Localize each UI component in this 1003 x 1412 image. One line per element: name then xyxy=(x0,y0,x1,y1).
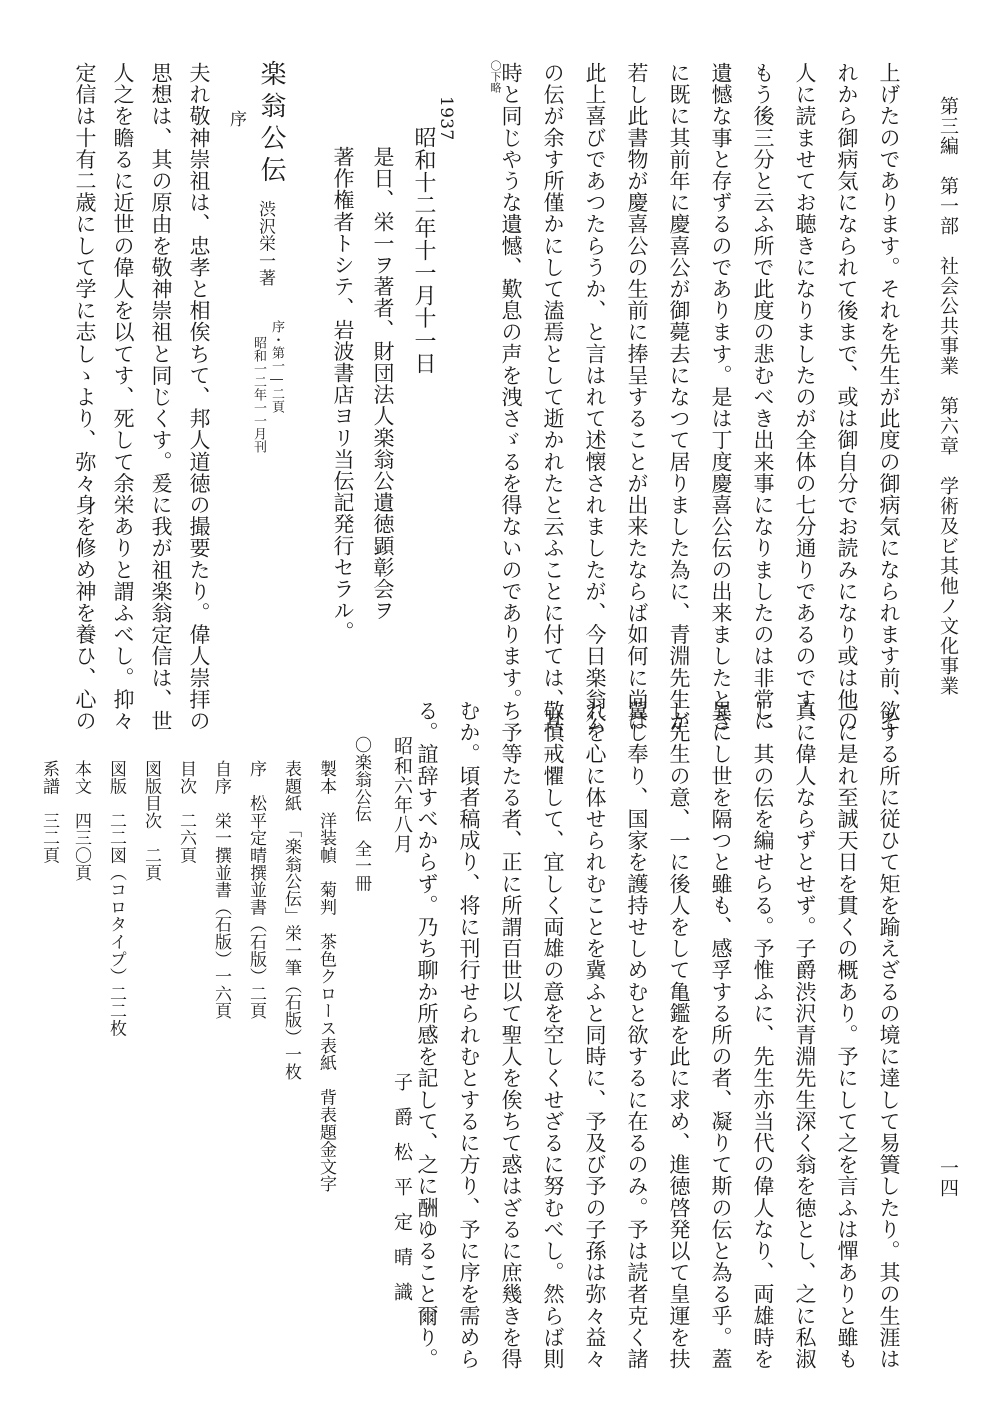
text-column: 敬慎戒懼して、宜しく両雄の意を空しくせざるに努むべし。然らば則 xyxy=(541,700,565,1370)
text-column: 人に読ませてお聴きになりましたのが全体の七分通りであるのです、 xyxy=(793,62,817,732)
text-column: もう後三分と云ふ所で此度の悲むべき出来事になりましたのは非常に xyxy=(751,62,775,732)
preface-column: 夫れ敬神崇祖は、忠孝と相俟ちて、邦人道徳の撮要たり。偉人崇拝の xyxy=(187,62,211,732)
entry-year: 1937 xyxy=(436,96,456,141)
bib-line: 自序 栄一撰並書（石版）一六頁 xyxy=(211,760,231,1020)
bib-line: 目次 二六頁 xyxy=(176,760,196,864)
page-number: 一四 xyxy=(937,1158,959,1198)
bib-line: 本文 四三〇頁 xyxy=(71,760,91,882)
bib-line: 図版 二二図（コロタイプ）二二枚 xyxy=(106,760,126,1037)
preface-date: 昭和六年八月 xyxy=(391,736,413,854)
bib-line: 製本 洋装幀 菊判 茶色クロース表紙 背表題金文字 xyxy=(316,760,336,1193)
entry-date: 昭和十二年十一月十一日 xyxy=(411,126,436,375)
text-column: むか。頃者稿成り、将に刊行せられむとするに方り、予に序を需めら xyxy=(457,700,481,1370)
bib-line: 系譜 三二頁 xyxy=(39,760,59,864)
entry-line: 是日、栄一ヲ著者、財団法人楽翁公遺徳顕彰会ヲ xyxy=(371,146,395,622)
preface-column: 定信は十有二歳にして学に志しゝより、弥々身を修め神を養ひ、心の xyxy=(73,62,97,732)
text-column: ち予等たる者、正に所謂百世以て聖人を俟ちて惑はざるに庶幾きを得 xyxy=(499,700,523,1370)
text-column: に既に其前年に慶喜公が御薨去になつて居りました為に、青淵先生が xyxy=(667,62,691,732)
text-column: 上げたのであります。それを先生が此度の御病気になられます前、そ xyxy=(877,62,901,732)
text-column: 若し此書物が慶喜公の生前に捧呈することが出来たならば如何に尚は xyxy=(625,62,649,732)
bib-heading: 〇楽翁公伝 全一冊 xyxy=(351,736,371,892)
running-head: 第三編 第一部 社会公共事業 第六章 学術及ビ其他ノ文化事業 xyxy=(937,96,959,696)
text-column: る。誼辞すべからず。乃ち聊か所感を記して、之に酬ゆること爾り。 xyxy=(415,700,439,1370)
bib-line: 序 松平定晴撰並書（石版）二頁 xyxy=(246,760,266,1020)
book-pages: 序・第一―二頁 xyxy=(269,320,284,413)
preface-column: 人之を瞻るに近世の偉人を以てす、死して余栄ありと謂ふべし。抑々 xyxy=(111,62,135,732)
text-column: 時と同じやうな遺憾、歎息の声を洩さゞるを得ないのであります。 xyxy=(499,62,523,710)
preface-signature: 子爵松平定晴識 xyxy=(391,1072,413,1317)
text-column: 欲する所に従ひて矩を踰えざるの境に達して易簀したり。其の生涯は xyxy=(877,700,901,1370)
text-column: 真に偉人ならずとせず。子爵渋沢青淵先生深く翁を徳とし、之に私淑 xyxy=(793,700,817,1370)
omission-note: 〇下略 xyxy=(489,60,502,93)
text-column: 此上喜びであつたらうか、と言はれて述懐されましたが、今日楽翁公 xyxy=(583,62,607,732)
text-column: 異にし世を隔つと雖も、感孚する所の者、凝りて斯の伝と為る乎。蓋 xyxy=(709,700,733,1370)
text-column: れから御病気になられて後まで、或は御自分でお読みになり或は他の xyxy=(835,62,859,732)
preface-column: 思想は、其の原由を敬神崇祖と同じくす。爰に我が祖楽翁定信は、世 xyxy=(149,62,173,732)
book-title: 楽翁公伝 xyxy=(256,60,286,188)
text-column: し、其の伝を編せらる。予惟ふに、先生亦当代の偉人なり、両雄時を xyxy=(751,700,775,1370)
bib-line: 表題紙 「楽翁公伝」栄一筆（石版）一枚 xyxy=(281,760,301,1081)
text-column: 翼し奉り、国家を護持せしめむと欲するに在るのみ。予は読者克く諸 xyxy=(625,700,649,1370)
text-column: れを心に体せられむことを冀ふと同時に、予及び予の子孫は弥々益々 xyxy=(583,700,607,1370)
text-column: 遺憾な事と存ずるのであります。是は丁度慶喜公伝の出来ましたとき xyxy=(709,62,733,732)
preface-heading: 序 xyxy=(226,110,246,128)
text-column: 一に是れ至誠天日を貫くの概あり。予にして之を言ふは憚ありと雖も xyxy=(835,700,859,1370)
book-published: 昭和一二年一一月刊 xyxy=(251,336,266,453)
entry-line: 著作権者トシテ、岩波書店ヨリ当伝記発行セラル。 xyxy=(331,146,355,643)
text-column: し先生の意、一に後人をして亀鑑を此に求め、進徳啓発以て皇運を扶 xyxy=(667,700,691,1370)
text-column: の伝が余す所僅かにして溘焉として逝かれたと云ふことに付ては、其 xyxy=(541,62,565,732)
bib-line: 図版目次 二頁 xyxy=(141,760,161,882)
book-author: 渋沢栄一著 xyxy=(255,200,275,287)
